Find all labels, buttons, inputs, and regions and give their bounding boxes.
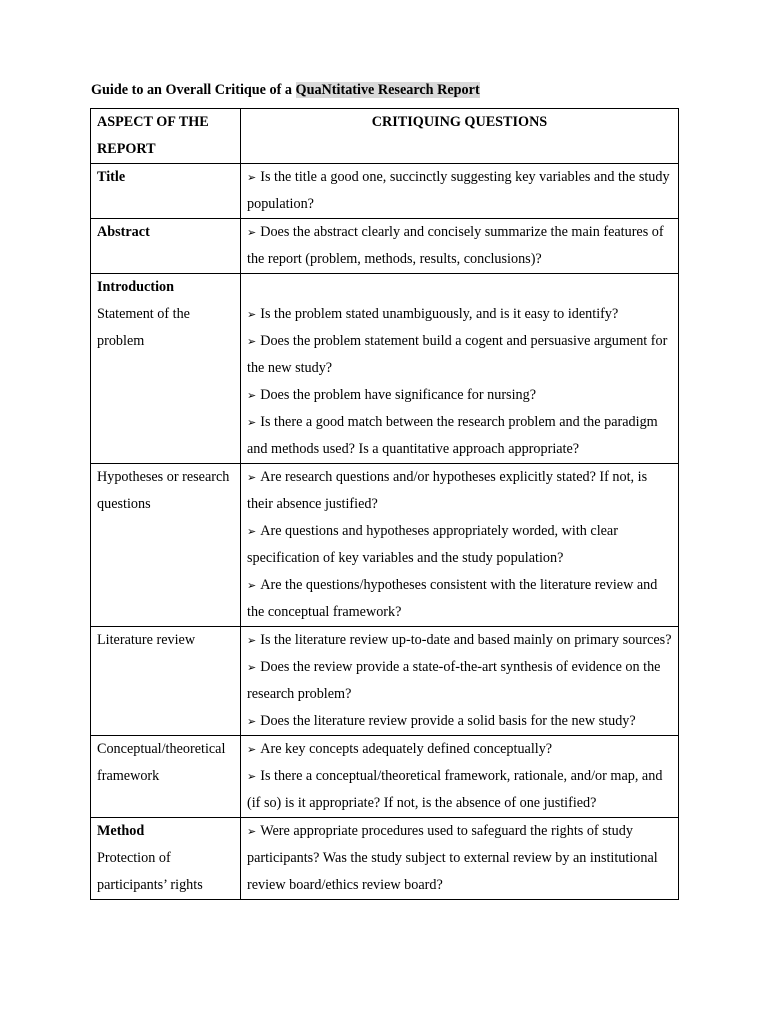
question-text: Is there a conceptual/theoretical framework, rationale, and/or map, and (if so) is it appropriate? If not, is the absence of one justified? bbox=[247, 768, 663, 811]
arrow-bullet-icon: ➢ bbox=[247, 579, 257, 592]
arrow-bullet-icon: ➢ bbox=[247, 525, 257, 538]
questions-cell bbox=[241, 219, 679, 274]
critique-question bbox=[247, 708, 672, 735]
aspect-label: Hypotheses or research questions bbox=[97, 469, 230, 512]
arrow-bullet-icon: ➢ bbox=[247, 634, 257, 647]
aspect-heading: Title bbox=[97, 169, 126, 185]
critique-question bbox=[247, 627, 672, 654]
aspect-heading: Introduction bbox=[97, 279, 174, 295]
arrow-bullet-icon: ➢ bbox=[247, 416, 257, 429]
title-highlight: QuaNtitative Research Report bbox=[295, 82, 480, 98]
aspect-cell bbox=[91, 736, 241, 818]
arrow-bullet-icon: ➢ bbox=[247, 335, 257, 348]
critique-question bbox=[247, 219, 672, 273]
aspect-cell bbox=[91, 274, 241, 464]
critique-question bbox=[247, 301, 672, 328]
question-text: Does the problem statement build a cogent and persuasive argument for the new study? bbox=[247, 333, 668, 376]
critique-question bbox=[247, 518, 672, 572]
questions-cell bbox=[241, 464, 679, 627]
arrow-bullet-icon: ➢ bbox=[247, 471, 257, 484]
questions-cell bbox=[241, 627, 679, 736]
aspect-label: Protection of participants’ rights bbox=[97, 850, 203, 893]
critique-question bbox=[247, 736, 672, 763]
arrow-bullet-icon: ➢ bbox=[247, 171, 257, 184]
header-aspect: ASPECT OF THE REPORT bbox=[91, 109, 241, 164]
critique-question bbox=[247, 572, 672, 626]
critique-question bbox=[247, 464, 672, 518]
table-row bbox=[91, 164, 679, 219]
questions-cell bbox=[241, 736, 679, 818]
table-row bbox=[91, 464, 679, 627]
critique-question bbox=[247, 382, 672, 409]
table-header-row bbox=[91, 109, 679, 164]
question-text: Is the problem stated unambiguously, and is it easy to identify? bbox=[260, 306, 619, 322]
critique-table bbox=[90, 108, 679, 900]
arrow-bullet-icon: ➢ bbox=[247, 825, 257, 838]
table-row bbox=[91, 736, 679, 818]
table-row bbox=[91, 627, 679, 736]
aspect-label: Literature review bbox=[97, 632, 196, 648]
question-text: Are the questions/hypotheses consistent with the literature review and the conceptual framework? bbox=[247, 577, 658, 620]
spacer bbox=[247, 274, 672, 301]
question-text: Are research questions and/or hypotheses explicitly stated? If not, is their absence justified? bbox=[247, 469, 648, 512]
aspect-label: Conceptual/theoretical framework bbox=[97, 741, 226, 784]
arrow-bullet-icon: ➢ bbox=[247, 661, 257, 674]
questions-cell bbox=[241, 164, 679, 219]
critique-question bbox=[247, 818, 672, 899]
critique-question bbox=[247, 328, 672, 382]
document-title bbox=[91, 80, 480, 100]
questions-cell bbox=[241, 274, 679, 464]
question-text: Were appropriate procedures used to safeguard the rights of study participants? Was the study subject to external review by an institutional review board/ethics review board? bbox=[247, 823, 658, 893]
question-text: Are questions and hypotheses appropriately worded, with clear specification of key variables and the study population? bbox=[247, 523, 618, 566]
arrow-bullet-icon: ➢ bbox=[247, 770, 257, 783]
arrow-bullet-icon: ➢ bbox=[247, 743, 257, 756]
arrow-bullet-icon: ➢ bbox=[247, 308, 257, 321]
critique-question bbox=[247, 164, 672, 218]
critique-question bbox=[247, 409, 672, 463]
header-questions: CRITIQUING QUESTIONS bbox=[241, 109, 679, 164]
aspect-cell bbox=[91, 464, 241, 627]
question-text: Does the literature review provide a solid basis for the new study? bbox=[260, 713, 636, 729]
table-row bbox=[91, 818, 679, 900]
question-text: Are key concepts adequately defined conceptually? bbox=[260, 741, 553, 757]
arrow-bullet-icon: ➢ bbox=[247, 389, 257, 402]
arrow-bullet-icon: ➢ bbox=[247, 715, 257, 728]
question-text: Does the abstract clearly and concisely summarize the main features of the report (problem, methods, results, conclusions)? bbox=[247, 224, 664, 267]
arrow-bullet-icon: ➢ bbox=[247, 226, 257, 239]
question-text: Does the review provide a state-of-the-art synthesis of evidence on the research problem? bbox=[247, 659, 661, 702]
question-text: Does the problem have significance for nursing? bbox=[260, 387, 536, 403]
question-text: Is the literature review up-to-date and based mainly on primary sources? bbox=[260, 632, 672, 648]
questions-cell bbox=[241, 818, 679, 900]
aspect-heading: Abstract bbox=[97, 224, 150, 240]
aspect-heading: Method bbox=[97, 823, 145, 839]
aspect-label: Statement of the problem bbox=[97, 306, 190, 349]
question-text: Is the title a good one, succinctly suggesting key variables and the study population? bbox=[247, 169, 670, 212]
critique-question bbox=[247, 654, 672, 708]
title-prefix: Guide to an Overall Critique of a bbox=[91, 82, 296, 98]
aspect-cell bbox=[91, 219, 241, 274]
question-text: Is there a good match between the research problem and the paradigm and methods used? Is a quantitative approach appropriate? bbox=[247, 414, 658, 457]
aspect-cell bbox=[91, 627, 241, 736]
aspect-cell bbox=[91, 164, 241, 219]
aspect-cell bbox=[91, 818, 241, 900]
table-row bbox=[91, 274, 679, 464]
critique-question bbox=[247, 763, 672, 817]
table-row bbox=[91, 219, 679, 274]
